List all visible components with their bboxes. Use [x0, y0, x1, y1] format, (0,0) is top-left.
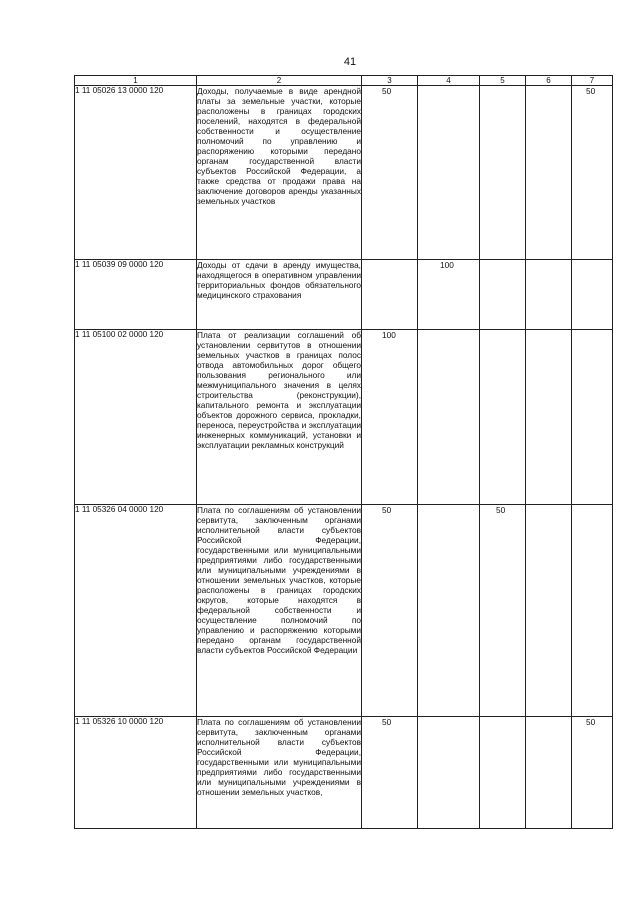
- value-col-4: [418, 717, 480, 829]
- budget-code: 1 11 05100 02 0000 120: [75, 330, 197, 505]
- value-col-4: [418, 330, 480, 505]
- column-header-2: 2: [197, 76, 362, 86]
- budget-code: 1 11 05039 09 0000 120: [75, 260, 197, 330]
- value-col-4: [418, 86, 480, 260]
- table-row: [75, 260, 613, 330]
- value-col-7: [572, 330, 613, 505]
- value-col-6: [526, 505, 572, 717]
- income-description: Плата от реализации соглашений об установлении сервитутов в отношении земельных участков в границах полос отвода автомобильных дорог общего пользования регионального или межмуниципального значения в целях строительства (реконструкции), капитального ремонта и эксплуатации объектов дорожного сервиса, прокладки, переноса, переустройства и эксплуатации инженерных коммуникаций, установки и эксплуатации рекламных конструкций: [197, 330, 362, 505]
- table-row: [75, 330, 613, 505]
- column-header-4: 4: [418, 76, 480, 86]
- value-col-3: 50: [362, 86, 418, 260]
- value-col-6: [526, 260, 572, 330]
- income-description: Доходы от сдачи в аренду имущества, находящегося в оперативном управлении территориальных фондов обязательного медицинского страхования: [197, 260, 362, 330]
- table-header-row: [75, 76, 613, 86]
- value-col-5: 50: [480, 505, 526, 717]
- table-row: [75, 717, 613, 829]
- table-row: [75, 505, 613, 717]
- income-description: Плата по соглашениям об установлении сервитута, заключенным органами исполнительной власти субъектов Российской Федерации, государственными или муниципальными предприятиями либо государственными или муниципальными учреждениями в отношении земельных участков,: [197, 717, 362, 829]
- budget-code: 1 11 05026 13 0000 120: [75, 86, 197, 260]
- column-header-5: 5: [480, 76, 526, 86]
- table-row: [75, 86, 613, 260]
- value-col-5: [480, 330, 526, 505]
- value-col-6: [526, 717, 572, 829]
- value-col-3: 50: [362, 505, 418, 717]
- column-header-1: 1: [75, 76, 197, 86]
- budget-code: 1 11 05326 04 0000 120: [75, 505, 197, 717]
- value-col-4: 100: [418, 260, 480, 330]
- value-col-3: 100: [362, 330, 418, 505]
- column-header-6: 6: [526, 76, 572, 86]
- value-col-7: [572, 260, 613, 330]
- value-col-7: 50: [572, 86, 613, 260]
- column-header-3: 3: [362, 76, 418, 86]
- income-description: Доходы, получаемые в виде арендной платы за земельные участки, которые расположены в границах городских поселений, находятся в федеральной собственности и осуществление полномочий по управлению и распоряжению которыми передано органам государственной власти субъектов Российской Федерации, а также средства от продажи права на заключение договоров аренды указанных земельных участков: [197, 86, 362, 260]
- budget-code: 1 11 05326 10 0000 120: [75, 717, 197, 829]
- value-col-5: [480, 86, 526, 260]
- page-number: 41: [343, 56, 357, 68]
- value-col-5: [480, 717, 526, 829]
- budget-classification-table: [74, 75, 613, 829]
- value-col-7: [572, 505, 613, 717]
- value-col-3: [362, 260, 418, 330]
- value-col-3: 50: [362, 717, 418, 829]
- value-col-5: [480, 260, 526, 330]
- value-col-6: [526, 86, 572, 260]
- income-description: Плата по соглашениям об установлении сервитута, заключенным органами исполнительной власти субъектов Российской Федерации, государственными или муниципальными предприятиями либо государственными или муниципальными учреждениями в отношении земельных участков, которые расположены в границах городских округов, которые находятся в федеральной собственности и осуществление полномочий по управлению и распоряжению которыми передано органам государственной власти субъектов Российской Федерации: [197, 505, 362, 717]
- value-col-6: [526, 330, 572, 505]
- column-header-7: 7: [572, 76, 613, 86]
- value-col-4: [418, 505, 480, 717]
- value-col-7: 50: [572, 717, 613, 829]
